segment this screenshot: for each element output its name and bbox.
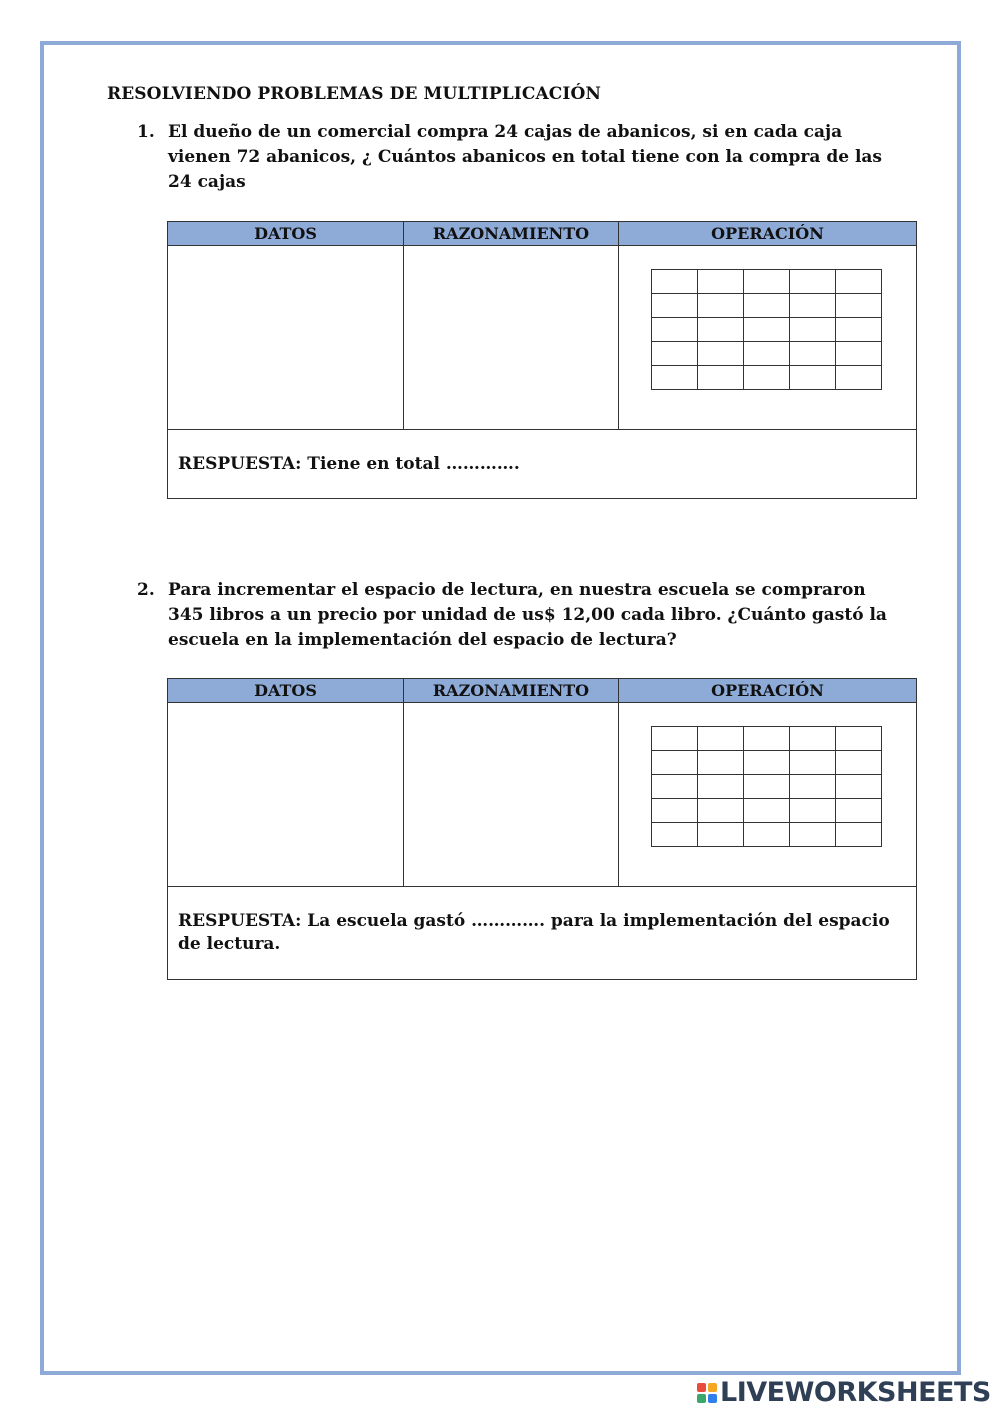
brand-wordmark: LIVEWORKSHEETS [720,1377,991,1408]
header-operacion: OPERACIÓN [619,679,917,703]
grid-cell[interactable] [790,294,836,318]
grid-cell[interactable] [698,318,744,342]
grid-cell[interactable] [790,823,836,847]
grid-cell[interactable] [652,294,698,318]
problem-1 [137,120,907,195]
grid-cell[interactable] [836,799,882,823]
operacion-area [619,246,917,430]
grid-cell[interactable] [652,799,698,823]
work-table-2 [167,678,917,980]
grid-cell[interactable] [652,342,698,366]
razonamiento-area[interactable] [404,246,619,430]
grid-cell[interactable] [790,318,836,342]
answer-row: RESPUESTA: Tiene en total …………. [168,430,917,499]
grid-cell[interactable] [698,727,744,751]
grid-cell[interactable] [652,270,698,294]
grid-cell[interactable] [652,318,698,342]
liveworksheets-brand[interactable] [697,1377,991,1408]
grid-cell[interactable] [744,318,790,342]
operation-grid [651,269,882,390]
grid-cell[interactable] [652,775,698,799]
grid-cell[interactable] [744,799,790,823]
datos-area[interactable] [168,246,404,430]
grid-cell[interactable] [790,775,836,799]
grid-cell[interactable] [698,799,744,823]
problem-text: El dueño de un comercial compra 24 cajas de abanicos, si en cada caja vienen 72 abanicos, ¿ Cuántos abanicos en total tiene con la compra de las 24 cajas [168,122,882,192]
header-datos: DATOS [168,222,404,246]
grid-cell[interactable] [698,823,744,847]
razonamiento-area[interactable] [404,703,619,887]
grid-cell[interactable] [744,727,790,751]
problem-2 [137,578,907,653]
liveworksheets-logo-icon [697,1383,717,1403]
grid-cell[interactable] [698,775,744,799]
grid-cell[interactable] [836,342,882,366]
grid-cell[interactable] [652,727,698,751]
header-razonamiento: RAZONAMIENTO [404,679,619,703]
grid-cell[interactable] [836,318,882,342]
grid-cell[interactable] [744,823,790,847]
worksheet-title: RESOLVIENDO PROBLEMAS DE MULTIPLICACIÓN [107,84,601,104]
grid-cell[interactable] [744,270,790,294]
grid-cell[interactable] [790,751,836,775]
problem-number: 1. [137,122,155,142]
grid-cell[interactable] [698,751,744,775]
operacion-area [619,703,917,887]
grid-cell[interactable] [790,270,836,294]
grid-cell[interactable] [744,775,790,799]
work-table-1 [167,221,917,499]
problem-number: 2. [137,580,155,600]
grid-cell[interactable] [698,270,744,294]
header-razonamiento: RAZONAMIENTO [404,222,619,246]
grid-cell[interactable] [698,342,744,366]
operation-grid [651,726,882,847]
header-datos: DATOS [168,679,404,703]
grid-cell[interactable] [836,270,882,294]
grid-cell[interactable] [836,727,882,751]
grid-cell[interactable] [836,366,882,390]
grid-cell[interactable] [652,823,698,847]
header-operacion: OPERACIÓN [619,222,917,246]
grid-cell[interactable] [652,751,698,775]
answer-row: RESPUESTA: La escuela gastó …………. para la implementación del espacio de lectura. [168,887,917,980]
grid-cell[interactable] [744,751,790,775]
grid-cell[interactable] [744,342,790,366]
grid-cell[interactable] [836,294,882,318]
problem-text: Para incrementar el espacio de lectura, en nuestra escuela se compraron 345 libros a un precio por unidad de us$ 12,00 cada libro. ¿Cuánto gastó la escuela en la implementación del espacio de lectura? [168,580,887,650]
grid-cell[interactable] [836,823,882,847]
datos-area[interactable] [168,703,404,887]
grid-cell[interactable] [836,751,882,775]
grid-cell[interactable] [790,799,836,823]
grid-cell[interactable] [836,775,882,799]
grid-cell[interactable] [744,366,790,390]
grid-cell[interactable] [790,366,836,390]
grid-cell[interactable] [744,294,790,318]
grid-cell[interactable] [698,294,744,318]
grid-cell[interactable] [790,342,836,366]
grid-cell[interactable] [790,727,836,751]
grid-cell[interactable] [698,366,744,390]
grid-cell[interactable] [652,366,698,390]
